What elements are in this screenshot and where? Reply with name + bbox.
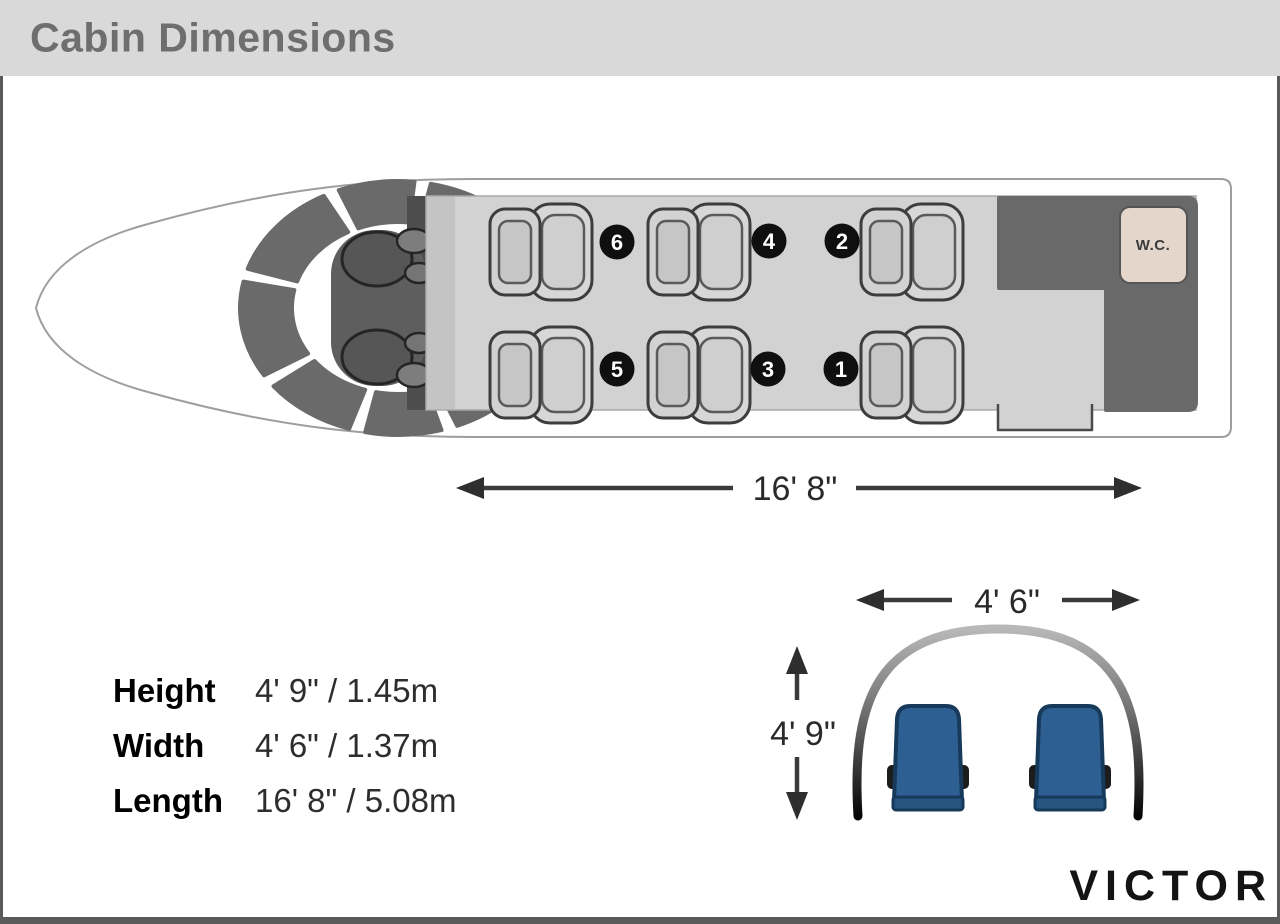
cabin-cross-section	[770, 583, 1140, 820]
spec-label: Width	[113, 726, 205, 764]
seat-number: 3	[761, 357, 775, 382]
seat-number: 4	[762, 229, 776, 254]
passenger-seat	[648, 327, 750, 423]
arrow-right-icon	[1114, 477, 1142, 499]
seat-number-badge	[825, 224, 860, 259]
seat-number: 1	[834, 357, 848, 382]
passenger-seat	[490, 327, 592, 423]
cross-section-seat	[887, 706, 969, 810]
cross-section-seat	[1029, 706, 1111, 810]
seat-number-badge	[751, 352, 786, 387]
arrow-left-icon	[456, 477, 484, 499]
dimension-spec-table	[113, 663, 456, 828]
spec-value: 4' 9" / 1.45m	[255, 671, 439, 709]
arrow-up-icon	[786, 646, 808, 674]
seat-number-badge	[752, 224, 787, 259]
wc-label: W.C.	[1135, 237, 1171, 254]
victor-logo: VICTOR	[1069, 862, 1273, 910]
arrow-right-icon	[1112, 589, 1140, 611]
spec-label: Height	[113, 671, 216, 709]
galley-band	[427, 197, 455, 409]
passenger-seat	[861, 204, 963, 300]
passenger-seat	[861, 327, 963, 423]
arrow-down-icon	[786, 792, 808, 820]
spec-row-width	[113, 718, 456, 773]
width-dimension-label: 4' 6"	[974, 583, 1040, 621]
seat-number: 2	[835, 229, 849, 254]
floorplan-top-view	[36, 179, 1231, 437]
passenger-seat	[490, 204, 592, 300]
spec-label: Length	[113, 781, 223, 819]
seat-number-badge	[600, 225, 635, 260]
seat-number: 5	[610, 357, 624, 382]
passenger-seat	[648, 204, 750, 300]
seat-number: 6	[610, 230, 624, 255]
height-dimension-label: 4' 9"	[770, 715, 836, 753]
spec-row-length	[113, 773, 456, 828]
entry-door-well	[998, 404, 1092, 430]
spec-value: 4' 6" / 1.37m	[255, 726, 439, 764]
arrow-left-icon	[856, 589, 884, 611]
seat-number-badge	[824, 352, 859, 387]
page-title: Cabin Dimensions	[30, 14, 396, 61]
spec-value: 16' 8" / 5.08m	[255, 781, 457, 819]
length-dimension-label: 16' 8"	[752, 470, 838, 508]
spec-row-height	[113, 663, 456, 718]
seat-number-badge	[600, 352, 635, 387]
